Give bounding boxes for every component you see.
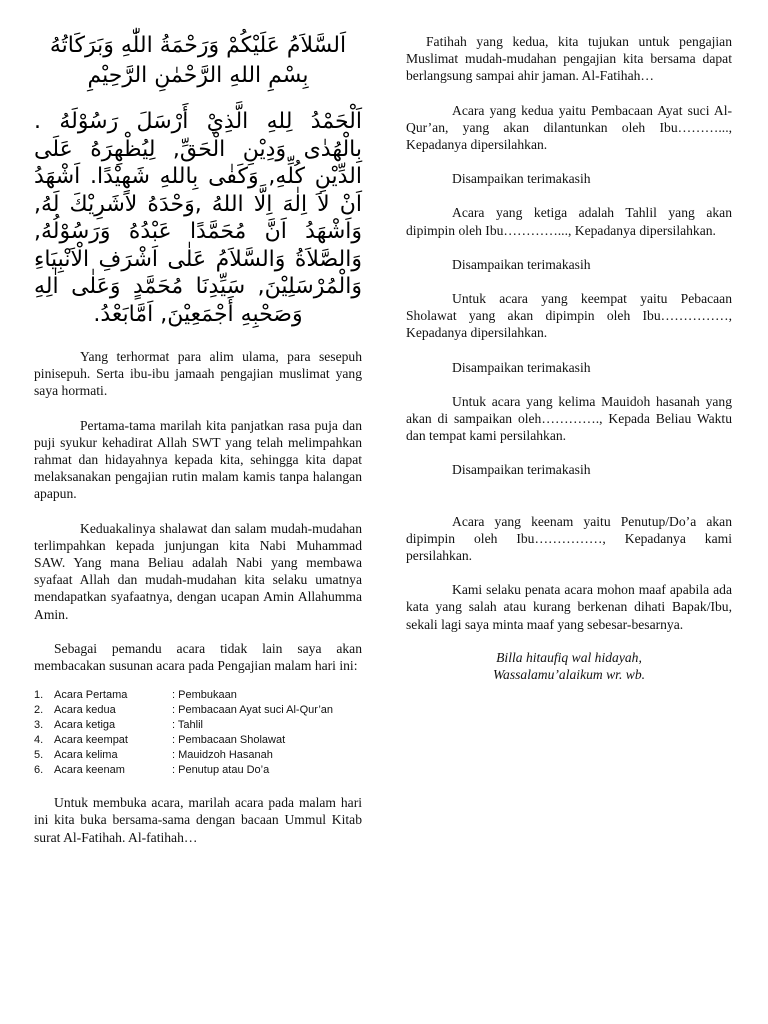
arabic-hamdalah: اَلْحَمْدُ لِلهِ الَّذِيْ أَرْسَلَ رَسُوْلَهُ . بِالْهُدٰى وَدِيْنِ الْحَقِّ, لِيُظْهِرَهُ عَلَى الدِّيْنِ كُلِّهِ, وَكَفٰى بِاللهِ شَهِيْدًا. اَشْهَدُ اَنْ لاَ اِلٰهَ اِلَّا اللهُ ,وَحْدَهُ لاَشَرِيْكَ لَهُ, وَاَشْهَدُ اَنَّ مُحَمَّدًا عَبْدُهُ وَرَسُوْلُهُ, وَالصَّلاَةُ وَالسَّلاَمُ عَلٰى اَشْرَفِ الْاَنْبِيَاءِ وَالْمُرْسَلِيْنَ, سَيِّدِنَا مُحَمَّدٍ وَعَلٰى اٰلِهِ وَصَحْبِهِ أَجْمَعِيْنَ, اَمَّابَعْدُ. bbox=[34, 109, 362, 327]
right-column bbox=[406, 0, 732, 684]
closing-line-1: Billa hitaufiq wal hidayah, bbox=[496, 649, 642, 665]
agenda-item: 5. Acara kelima : Mauidzoh Hasanah bbox=[34, 749, 273, 762]
closing-prayer-paragraph: Acara yang keenam yaitu Penutup/Do’a akan dipimpin oleh Ibu……………, Kepadanya kami persilahkan. bbox=[406, 513, 732, 564]
mauidoh-paragraph: Untuk acara yang kelima Mauidoh hasanah yang akan di sampaikan oleh…………., Kepada Beliau Waktu dan tempat kami persilahkan. bbox=[406, 393, 732, 444]
tahlil-paragraph: Acara yang ketiga adalah Tahlil yang akan dipimpin oleh Ibu…………..., Kepadanya dipersilahkan. bbox=[406, 205, 732, 238]
agenda-item: 1. Acara Pertama : Pembukaan bbox=[34, 689, 237, 702]
gratitude-paragraph: Pertama-tama marilah kita panjatkan rasa puja dan puji syukur kehadirat Allah SWT yang telah melimpahkan rahmat dan hidayahnya kepada kita, sehingga kita dapat melaksanakan pengajian rutin malam kamis tanpa halangan apapun. bbox=[34, 417, 362, 502]
opening-paragraph: Untuk membuka acara, marilah acara pada malam hari ini kita buka bersama-sama dengan bacaan Ummul Kitab surat Al-Fatihah. Al-fatihah… bbox=[34, 795, 362, 845]
shalawat-paragraph: Keduakalinya shalawat dan salam mudah-mudahan terlimpahkan kepada junjungan kita Nabi Muhammad SAW. Yang mana Beliau adalah Nabi yang membawa syafaat Allah dan mudah-mudahan kita selaku umatnya mendapatkan syafaatnya, dengan ucapan Amin Allahumma Amin. bbox=[34, 520, 362, 622]
apology-paragraph: Kami selaku penata acara mohon maaf apabila ada kata yang salah atau kurang berkenan dihati Bapak/Ibu, sekali lagi saya minta maaf yang sebesar-besarnya. bbox=[406, 582, 732, 632]
closing-line-2: Wassalamu’alaikum wr. wb. bbox=[492, 667, 646, 683]
agenda-item: 4. Acara keempat : Pembacaan Sholawat bbox=[34, 734, 286, 747]
sholawat-paragraph: Untuk acara yang keempat yaitu Pebacaan Sholawat yang akan dipimpin oleh Ibu……………, Kepadanya dipersilahkan. bbox=[406, 291, 732, 341]
thanks-line: Disampaikan terimakasih bbox=[452, 171, 591, 187]
agenda-list bbox=[34, 688, 362, 778]
agenda-item: 2. Acara kedua : Pembacaan Ayat suci Al-Qur’an bbox=[34, 704, 334, 717]
left-column bbox=[34, 0, 362, 846]
agenda-item: 6. Acara keenam : Penutup atau Do’a bbox=[34, 764, 270, 777]
quran-recitation-paragraph: Acara yang kedua yaitu Pembacaan Ayat suci Al-Qur’an, yang akan dilantunkan oleh Ibu………..., Kepadanya dipersilahkan. bbox=[406, 102, 732, 153]
thanks-line: Disampaikan terimakasih bbox=[452, 359, 591, 375]
arabic-salam: اَلسَّلاَمُ عَلَيْكُمْ وَرَحْمَةُ اللّٰهِ وَبَرَكَاتُهُ bbox=[49, 33, 347, 58]
greeting-paragraph: Yang terhormat para alim ulama, para sesepuh pinisepuh. Serta ibu-ibu jamaah pengajian muslimat yang saya hormati. bbox=[34, 349, 362, 399]
arabic-basmalah: بِسْمِ اللهِ الرَّحْمٰنِ الرَّحِيْمِ bbox=[87, 63, 309, 88]
agenda-intro-paragraph: Sebagai pemandu acara tidak lain saya akan membacakan susunan acara pada Pengajian malam hari ini: bbox=[34, 640, 362, 674]
agenda-item: 3. Acara ketiga : Tahlil bbox=[34, 719, 203, 732]
thanks-line: Disampaikan terimakasih bbox=[452, 462, 591, 478]
thanks-line: Disampaikan terimakasih bbox=[452, 256, 591, 272]
second-fatihah-paragraph: Fatihah yang kedua, kita tujukan untuk pengajian Muslimat mudah-mudahan pengajian kita bersama dapat berlangsung sampai ahir jaman. Al-Fatihah… bbox=[406, 34, 732, 84]
